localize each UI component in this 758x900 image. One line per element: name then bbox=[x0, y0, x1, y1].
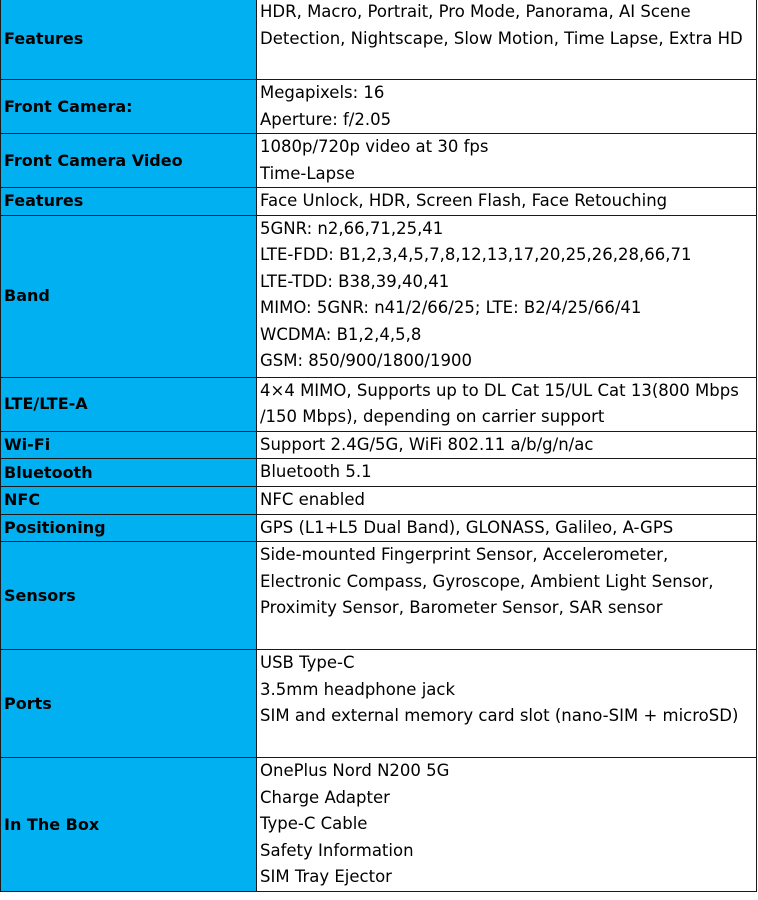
spec-value-line: SIM Tray Ejector bbox=[260, 867, 392, 886]
spec-row-band bbox=[1, 215, 757, 377]
spec-value-line: Support 2.4G/5G, WiFi 802.11 a/b/g/n/ac bbox=[260, 434, 594, 454]
spec-value-line: LTE-FDD: B1,2,3,4,5,7,8,12,13,17,20,25,26,28,66,71 bbox=[260, 245, 692, 264]
spec-value-line: 1080p/720p video at 30 fps bbox=[260, 137, 489, 156]
spec-value bbox=[257, 542, 757, 650]
spec-value-line: Megapixels: 16 bbox=[260, 83, 385, 102]
spec-value-line: 5GNR: n2,66,71,25,41 bbox=[260, 218, 444, 238]
spec-row-wifi bbox=[1, 431, 757, 459]
spec-row-front-camera bbox=[1, 80, 757, 134]
spec-label: Features bbox=[1, 0, 257, 80]
spec-value bbox=[257, 487, 757, 515]
spec-row-lte bbox=[1, 377, 757, 431]
spec-label: Front Camera Video bbox=[1, 134, 257, 188]
spec-value-line: Charge Adapter bbox=[260, 787, 390, 807]
spec-label: Band bbox=[1, 215, 257, 377]
spec-row-bluetooth bbox=[1, 459, 757, 487]
spec-label: Ports bbox=[1, 650, 257, 758]
spec-label: Front Camera: bbox=[1, 80, 257, 134]
spec-value bbox=[257, 215, 757, 377]
spec-label: Features bbox=[1, 188, 257, 216]
spec-value-line: HDR, Macro, Portrait, Pro Mode, Panorama, AI Scene Detection, Nightscape, Slow Motion, Time Lapse, Extra HD bbox=[260, 2, 743, 48]
spec-row-features bbox=[1, 0, 757, 80]
spec-value bbox=[257, 431, 757, 459]
spec-value bbox=[257, 188, 757, 216]
spec-value-line: Bluetooth 5.1 bbox=[260, 462, 372, 481]
spec-value bbox=[257, 650, 757, 758]
spec-row-positioning bbox=[1, 514, 757, 542]
spec-row-in-the-box bbox=[1, 758, 757, 892]
spec-value bbox=[257, 134, 757, 188]
spec-value bbox=[257, 459, 757, 487]
spec-label: Sensors bbox=[1, 542, 257, 650]
spec-value-line: USB Type-C bbox=[260, 653, 355, 672]
spec-value-line: Side-mounted Fingerprint Sensor, Accelerometer, Electronic Compass, Gyroscope, Ambient Light Sensor, Proximity Sensor, Barometer Sensor, SAR sensor bbox=[260, 545, 714, 617]
spec-value-line: SIM and external memory card slot (nano-SIM + microSD) bbox=[260, 706, 739, 725]
spec-value-line: Time-Lapse bbox=[260, 163, 355, 183]
spec-label: Wi-Fi bbox=[1, 431, 257, 459]
spec-value-line: GPS (L1+L5 Dual Band), GLONASS, Galileo, A-GPS bbox=[260, 517, 674, 537]
spec-value-line: GSM: 850/900/1800/1900 bbox=[260, 351, 472, 370]
spec-value-line: Type-C Cable bbox=[260, 814, 368, 833]
spec-value-line: Safety Information bbox=[260, 840, 414, 860]
spec-row-ports bbox=[1, 650, 757, 758]
spec-value-line: Face Unlock, HDR, Screen Flash, Face Retouching bbox=[260, 191, 668, 210]
spec-label: NFC bbox=[1, 487, 257, 515]
spec-value-line: 4×4 MIMO, Supports up to DL Cat 15/UL Cat 13(800 Mbps /150 Mbps), depending on carrier support bbox=[260, 380, 739, 426]
spec-row-sensors bbox=[1, 542, 757, 650]
spec-value bbox=[257, 514, 757, 542]
spec-value bbox=[257, 377, 757, 431]
spec-value-line: NFC enabled bbox=[260, 490, 366, 509]
spec-row-nfc bbox=[1, 487, 757, 515]
spec-value bbox=[257, 0, 757, 80]
spec-row-front-camera-video bbox=[1, 134, 757, 188]
spec-value bbox=[257, 80, 757, 134]
spec-value-line: OnePlus Nord N200 5G bbox=[260, 761, 450, 780]
spec-label: Positioning bbox=[1, 514, 257, 542]
spec-value-line: WCDMA: B1,2,4,5,8 bbox=[260, 324, 422, 344]
spec-value-line: MIMO: 5GNR: n41/2/66/25; LTE: B2/4/25/66/41 bbox=[260, 298, 642, 317]
spec-value-line: Aperture: f/2.05 bbox=[260, 109, 392, 129]
spec-label: LTE/LTE-A bbox=[1, 377, 257, 431]
spec-value-line: LTE-TDD: B38,39,40,41 bbox=[260, 271, 450, 291]
spec-label: Bluetooth bbox=[1, 459, 257, 487]
spec-label: In The Box bbox=[1, 758, 257, 892]
spec-value-line: 3.5mm headphone jack bbox=[260, 679, 456, 699]
spec-row-front-features bbox=[1, 188, 757, 216]
spec-value bbox=[257, 758, 757, 892]
